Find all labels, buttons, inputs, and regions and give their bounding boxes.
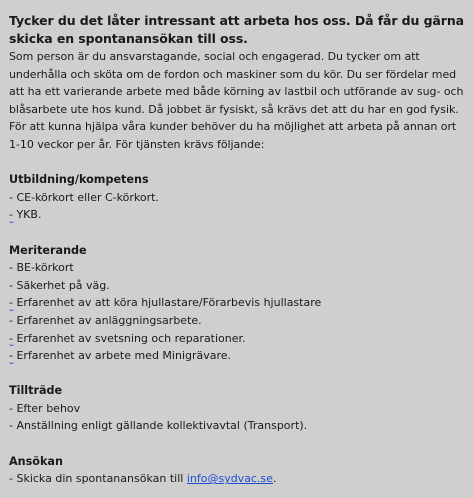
list-item: - Erfarenhet av svetsning och reparationer. (9, 330, 465, 348)
application-list (9, 470, 465, 488)
list-item: - Erfarenhet av arbete med Minigrävare. (9, 347, 465, 365)
list-item: - YKB. (9, 206, 465, 224)
list-item (9, 470, 465, 488)
list-item: - CE-körkort eller C-körkort. (9, 190, 159, 204)
list-item: - Säkerhet på väg. (9, 278, 110, 292)
list-item: - Anställning enligt gällande kollektivavtal (Transport). (9, 419, 308, 433)
list-item: - Erfarenhet av anläggningsarbete. (9, 313, 202, 327)
spacer (9, 154, 465, 172)
section-heading-education: Utbildning/kompetens (9, 173, 149, 187)
intro-paragraph: Som person är du ansvarstagande, social och engagerad. Du tycker om att underhålla och sköta om de fordon och maskiner som du kör. Du ser fördelar med att ha ett varierande arbete med både körning av lastbil och utförande av sug- och blåsarbete ute hos kund. Då jobbet är fysiskt, så krävs det att du har en god fysik. För att kunna hjälpa våra kunder behöver du ha möjlighet att arbeta på annan ort 1-10 veckor per år. För tjänsten krävs följande: (9, 50, 464, 151)
section-heading-application: Ansökan (9, 454, 63, 468)
list-item: - Efter behov (9, 401, 81, 415)
section-heading-merits: Meriterande (9, 243, 87, 257)
email-link[interactable]: info@sydvac.se (186, 472, 273, 486)
spacer (9, 435, 465, 453)
section-heading-access: Tillträde (9, 384, 63, 398)
headline: Tycker du det låter intressant att arbeta hos oss. Då får du gärna skicka en spontanansökan till oss. (9, 13, 464, 46)
list-item: - BE-körkort (9, 261, 74, 275)
list-item: - Erfarenhet av att köra hjullastare/Förarbevis hjullastare (9, 294, 465, 312)
application-suffix: . (272, 472, 277, 486)
education-list (9, 189, 465, 224)
spacer (9, 365, 465, 383)
merits-list (9, 259, 465, 365)
spacer (9, 224, 465, 242)
application-text: - Skicka din spontanansökan till (9, 472, 187, 486)
access-list (9, 400, 465, 435)
